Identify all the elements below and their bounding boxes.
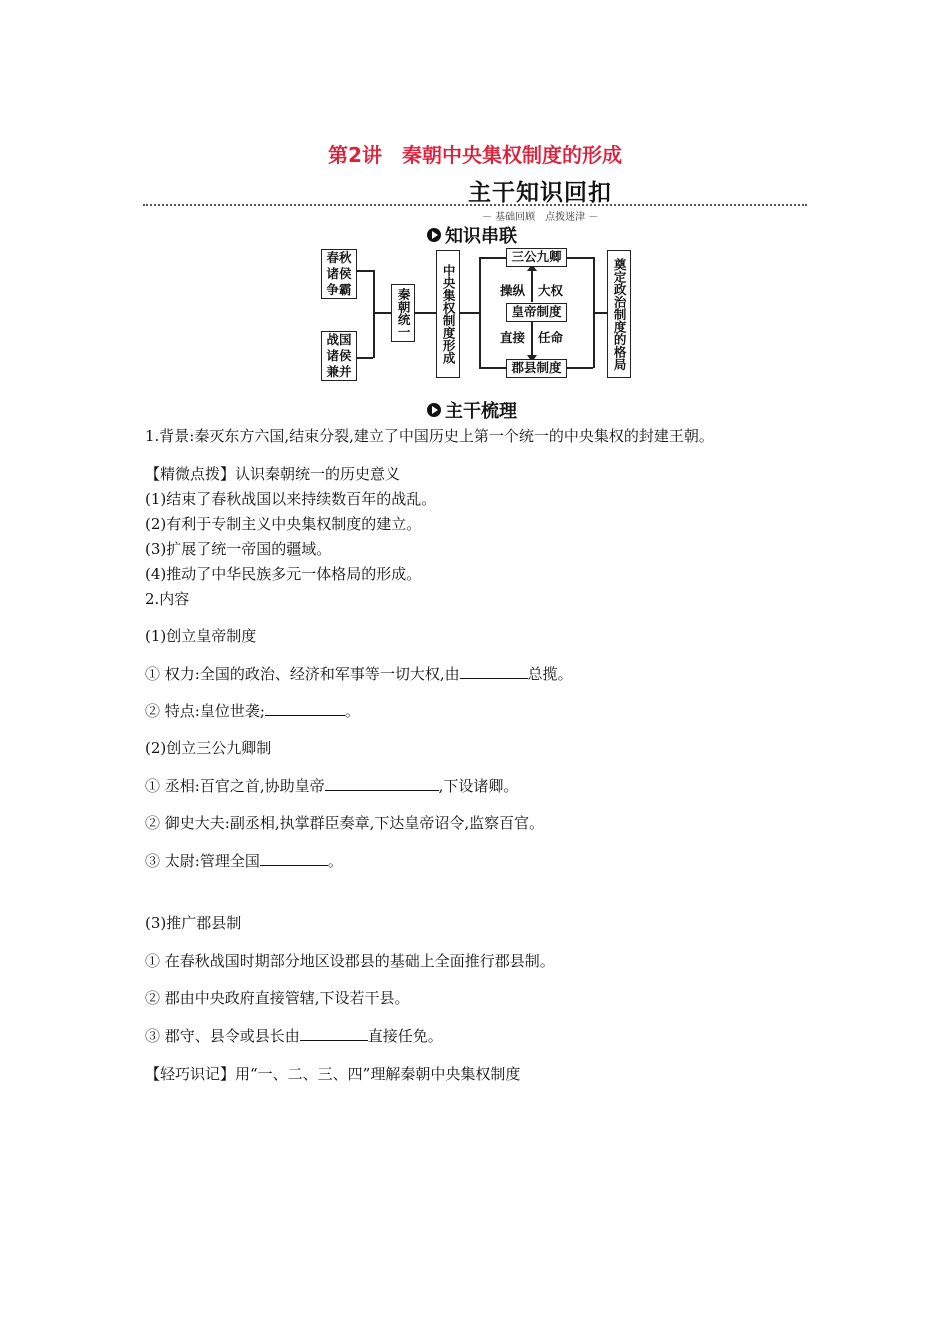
text-segment: ① 丞相:百官之首,协助皇帝 <box>145 777 325 795</box>
text-segment: ① 权力:全国的政治、经济和军事等一切大权,由 <box>145 665 460 683</box>
fill-in-line <box>145 664 573 684</box>
connector-line <box>566 257 593 259</box>
text-segment: ③ 郡守、县令或县长由 <box>145 1027 300 1045</box>
label-zhijie: 直接 <box>500 330 526 345</box>
arrow-up-shaft <box>531 266 533 302</box>
significance-item: (3)扩展了统一帝国的疆域。 <box>145 540 332 558</box>
tip-heading: 【精微点拨】认识秦朝统一的历史意义 <box>145 465 401 483</box>
banner-subtitle: － 基础回顾 点拨迷津 － <box>482 212 599 223</box>
content-subheading: 2.内容 <box>145 590 190 608</box>
connector-line <box>566 367 593 369</box>
text-segment: 直接任免。 <box>367 1027 443 1045</box>
section-heading-sangong: (2)创立三公九卿制 <box>145 739 272 757</box>
text-segment: 。 <box>327 852 343 870</box>
dotted-divider <box>143 204 807 206</box>
diagram-heading <box>427 222 517 248</box>
box-junxian-system: 郡县制度 <box>506 359 567 378</box>
yushi-dafu-paragraph: ② 御史大夫:副丞相,执掌群臣奏章,下达皇帝诏令,监察百官。 <box>145 814 545 832</box>
fill-in-line <box>145 851 343 871</box>
blank-input[interactable] <box>460 664 528 679</box>
connector-line <box>373 270 375 358</box>
text-segment: ② 特点:皇位世袭; <box>145 702 265 720</box>
junxian-paragraph: ② 郡由中央政府直接管辖,下设若干县。 <box>145 989 410 1007</box>
play-icon <box>427 228 441 242</box>
section-heading-emperor: (1)创立皇帝制度 <box>145 627 257 645</box>
fill-in-line <box>145 776 518 796</box>
memory-tip-heading: 【轻巧识记】用“一、二、三、四”理解秦朝中央集权制度 <box>145 1065 521 1083</box>
connector-line <box>355 270 373 272</box>
connector-line <box>373 312 391 314</box>
section-banner: 主干知识回扣 <box>468 180 612 206</box>
fill-in-line <box>145 1026 443 1046</box>
label-caozong: 操纵 <box>500 283 526 298</box>
connector-line <box>459 312 479 314</box>
text-segment: ③ 太尉:管理全国 <box>145 852 260 870</box>
connector-line <box>355 357 373 359</box>
label-renming: 任命 <box>538 330 564 345</box>
significance-item: (4)推动了中华民族多元一体格局的形成。 <box>145 565 422 583</box>
box-zhanguo: 战国诸侯兼并 <box>321 331 357 381</box>
connector-line <box>593 312 607 314</box>
connector-line <box>479 257 481 368</box>
section-heading-junxian: (3)推广郡县制 <box>145 914 242 932</box>
significance-item: (2)有利于专制主义中央集权制度的建立。 <box>145 515 422 533</box>
box-chunqiu: 春秋诸侯争霸 <box>321 249 357 299</box>
text-segment: 总揽。 <box>527 665 573 683</box>
box-emperor-system: 皇帝制度 <box>506 303 567 322</box>
box-qin-unification: 秦朝统一 <box>391 284 415 342</box>
blank-input[interactable] <box>265 701 345 716</box>
significance-item: (1)结束了春秋战国以来持续数百年的战乱。 <box>145 490 437 508</box>
box-sangong-jiuqing: 三公九卿 <box>506 248 567 267</box>
blank-input[interactable] <box>260 851 328 866</box>
junxian-paragraph: ① 在春秋战国时期部分地区设郡县的基础上全面推行郡县制。 <box>145 952 555 970</box>
box-central-system: 中央集权制度形成 <box>436 250 460 378</box>
fill-in-line <box>145 701 360 721</box>
content-heading <box>427 397 517 423</box>
label-daquan: 大权 <box>538 283 564 298</box>
diagram-heading-text: 知识串联 <box>445 226 517 247</box>
blank-input[interactable] <box>300 1026 368 1041</box>
arrow-down-shaft <box>531 322 533 358</box>
text-segment: ,下设诸卿。 <box>438 777 519 795</box>
blank-input[interactable] <box>325 776 439 791</box>
play-icon <box>427 403 441 417</box>
connector-line <box>479 367 506 369</box>
background-paragraph: 1.背景:秦灭东方六国,结束分裂,建立了中国历史上第一个统一的中央集权的封建王朝。 <box>145 427 714 445</box>
connector-line <box>414 312 436 314</box>
content-heading-text: 主干梳理 <box>445 401 517 422</box>
lesson-title: 第2讲 秦朝中央集权制度的形成 <box>328 143 622 167</box>
connector-line <box>479 257 506 259</box>
text-segment: 。 <box>344 702 360 720</box>
box-result: 奠定政治制度的格局 <box>607 250 631 378</box>
